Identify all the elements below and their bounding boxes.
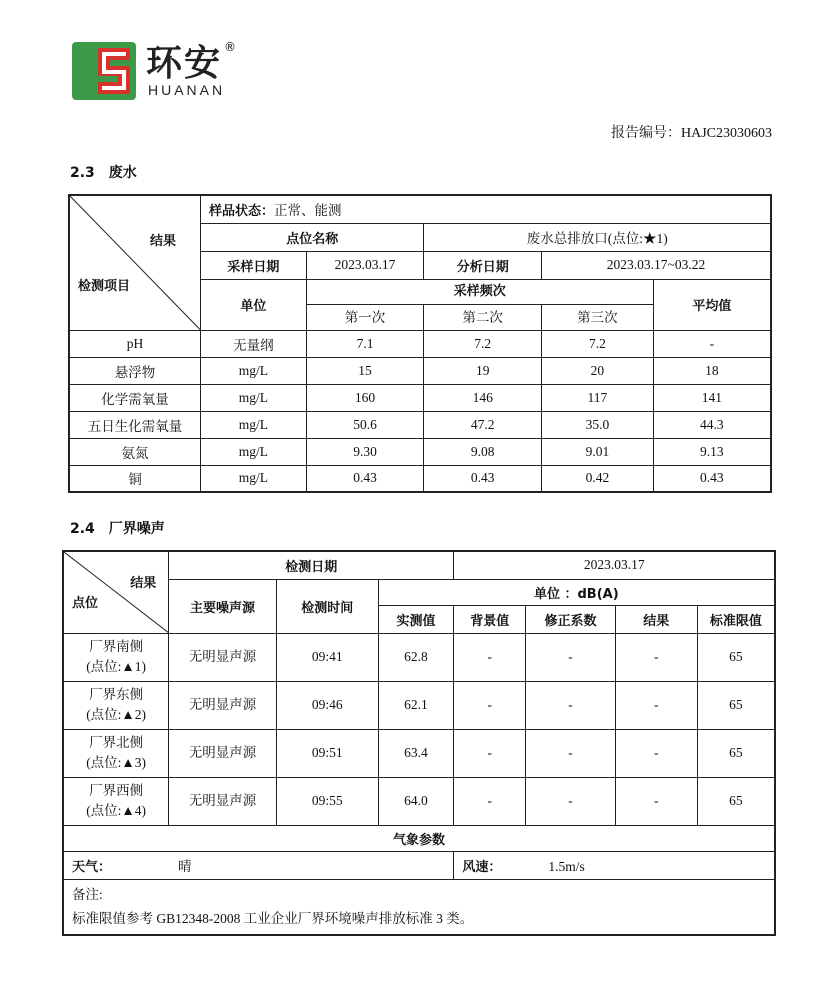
diag-top-label: 结果 [130,576,157,591]
value-3: 35.0 [542,411,654,438]
point-cell [63,633,169,681]
test-time: 09:51 [276,729,378,777]
value-1: 50.6 [306,411,424,438]
value-1: 7.1 [306,330,424,357]
measured-value: 62.1 [378,681,454,729]
test-time-header: 检测时间 [276,579,378,633]
diag-top-label: 结果 [149,234,176,249]
noise-source: 无明显声源 [169,777,277,825]
value-2: 9.08 [424,438,542,465]
point-cell [63,729,169,777]
average-header: 平均值 [653,279,771,330]
measured-value: 62.8 [378,633,454,681]
table-row [63,681,775,729]
main-source-header: 主要噪声源 [169,579,277,633]
noise-source: 无明显声源 [169,729,277,777]
correction-value: - [526,777,616,825]
item-unit: mg/L [201,438,307,465]
test-time: 09:41 [276,633,378,681]
item-name: 铜 [69,465,201,492]
item-name: 五日生化需氧量 [69,411,201,438]
item-unit: mg/L [201,357,307,384]
section-title-noise: 2.4 厂界噪声 [70,521,165,537]
unit-header: 单位 ：dB(A) [378,579,775,605]
sample-status-cell [201,195,772,223]
weather-label: 天气： [72,860,112,875]
diagonal-header-cell [69,195,201,330]
background-value: - [454,777,526,825]
item-unit: 无量纲 [201,330,307,357]
value-1: 9.30 [306,438,424,465]
time-2-header: 第二次 [424,305,542,330]
table-row [63,633,775,681]
correction-header: 修正系数 [526,605,616,633]
value-avg: 44.3 [653,411,771,438]
value-3: 117 [542,384,654,411]
company-logo [72,42,272,102]
table-row [69,411,771,438]
value-2: 47.2 [424,411,542,438]
sampling-date-label: 采样日期 [201,251,307,279]
point-name: 厂界南侧 [89,639,144,654]
value-1: 15 [306,357,424,384]
result-value: - [615,777,697,825]
section-title-wastewater: 2.3 废水 [70,165,137,181]
test-date-label: 检测日期 [169,551,454,579]
table-row [69,384,771,411]
sample-status-value: 正常、能测 [274,203,342,219]
analysis-date-label: 分析日期 [424,251,542,279]
point-code: (点位:▲2) [86,707,147,722]
point-name: 厂界北侧 [89,735,144,750]
test-time: 09:55 [276,777,378,825]
background-value: - [454,729,526,777]
measured-value: 64.0 [378,777,454,825]
test-time: 09:46 [276,681,378,729]
item-name: 悬浮物 [69,357,201,384]
registered-mark: ® [224,40,236,54]
table-row [69,357,771,384]
measured-header: 实测值 [378,605,454,633]
diagonal-header-cell [63,551,169,633]
correction-value: - [526,729,616,777]
diag-bottom-label: 检测项目 [78,278,131,294]
report-number: 报告编号：HAJC23030603 [610,126,772,141]
result-value: - [615,681,697,729]
limit-value: 65 [697,681,775,729]
sample-status-label: 样品状态： [209,204,275,220]
item-unit: mg/L [201,411,307,438]
point-cell [63,681,169,729]
analysis-date-value: 2023.03.17~03.22 [542,251,771,279]
limit-value: 65 [697,777,775,825]
wind-value: 1.5m/s [548,858,585,874]
unit-header: 单位 [201,279,307,330]
background-value: - [454,681,526,729]
background-header: 背景值 [454,605,526,633]
item-name: 氨氮 [69,438,201,465]
value-avg: - [653,330,771,357]
noise-source: 无明显声源 [169,633,277,681]
point-name-value: 废水总排放口(点位:★1) [424,223,771,251]
freq-header-cell [306,279,653,330]
remarks-label: 备注: [72,886,103,902]
value-3: 0.42 [542,465,654,492]
test-date-value: 2023.03.17 [454,551,775,579]
item-unit: mg/L [201,384,307,411]
value-2: 19 [424,357,542,384]
time-3-header: 第三次 [577,309,618,325]
noise-source: 无明显声源 [169,681,277,729]
item-name: 化学需氧量 [69,384,201,411]
measured-value: 63.4 [378,729,454,777]
noise-table [62,550,776,936]
weather-cell [63,851,454,879]
point-name: 厂界西侧 [89,783,144,798]
item-unit: mg/L [201,465,307,492]
point-name-label: 点位名称 [201,223,424,251]
value-avg: 141 [653,384,771,411]
background-value: - [454,633,526,681]
item-name: pH [69,330,201,357]
weather-title: 气象参数 [63,825,775,851]
value-2: 7.2 [424,330,542,357]
value-avg: 0.43 [653,465,771,492]
table-row [69,330,771,357]
logo-english-text: HUANAN [148,82,226,98]
freq-header: 采样频次 [307,280,653,305]
wastewater-table [68,194,772,493]
wind-cell [454,851,775,879]
value-3: 20 [542,357,654,384]
point-code: (点位:▲1) [86,659,147,674]
table-row [63,777,775,825]
table-row [69,438,771,465]
point-name: 厂界东侧 [89,687,144,702]
table-row [63,729,775,777]
time-1-header: 第一次 [307,305,425,330]
value-avg: 18 [653,357,771,384]
value-avg: 9.13 [653,438,771,465]
result-value: - [615,633,697,681]
correction-value: - [526,633,616,681]
correction-value: - [526,681,616,729]
logo-chinese-text: 环安 [146,43,223,84]
limit-value: 65 [697,633,775,681]
point-code: (点位:▲3) [86,755,147,770]
value-3: 7.2 [542,330,654,357]
point-code: (点位:▲4) [86,803,147,818]
result-header: 结果 [615,605,697,633]
wind-label: 风速： [462,859,502,875]
diag-bottom-label: 点位 [72,595,99,611]
point-cell [63,777,169,825]
weather-value: 晴 [178,859,192,874]
remarks-cell [63,879,775,935]
sampling-date-value: 2023.03.17 [306,251,424,279]
result-value: - [615,729,697,777]
limit-header: 标准限值 [697,605,775,633]
huanan-logo-icon [72,42,136,100]
table-row [69,465,771,492]
value-2: 0.43 [424,465,542,492]
limit-value: 65 [697,729,775,777]
value-3: 9.01 [542,438,654,465]
value-1: 0.43 [306,465,424,492]
value-1: 160 [306,384,424,411]
diagonal-line-icon [70,196,200,330]
value-2: 146 [424,384,542,411]
remarks-text: 标准限值参考 GB12348-2008 工业企业厂界环境噪声排放标准 3 类。 [72,910,474,926]
